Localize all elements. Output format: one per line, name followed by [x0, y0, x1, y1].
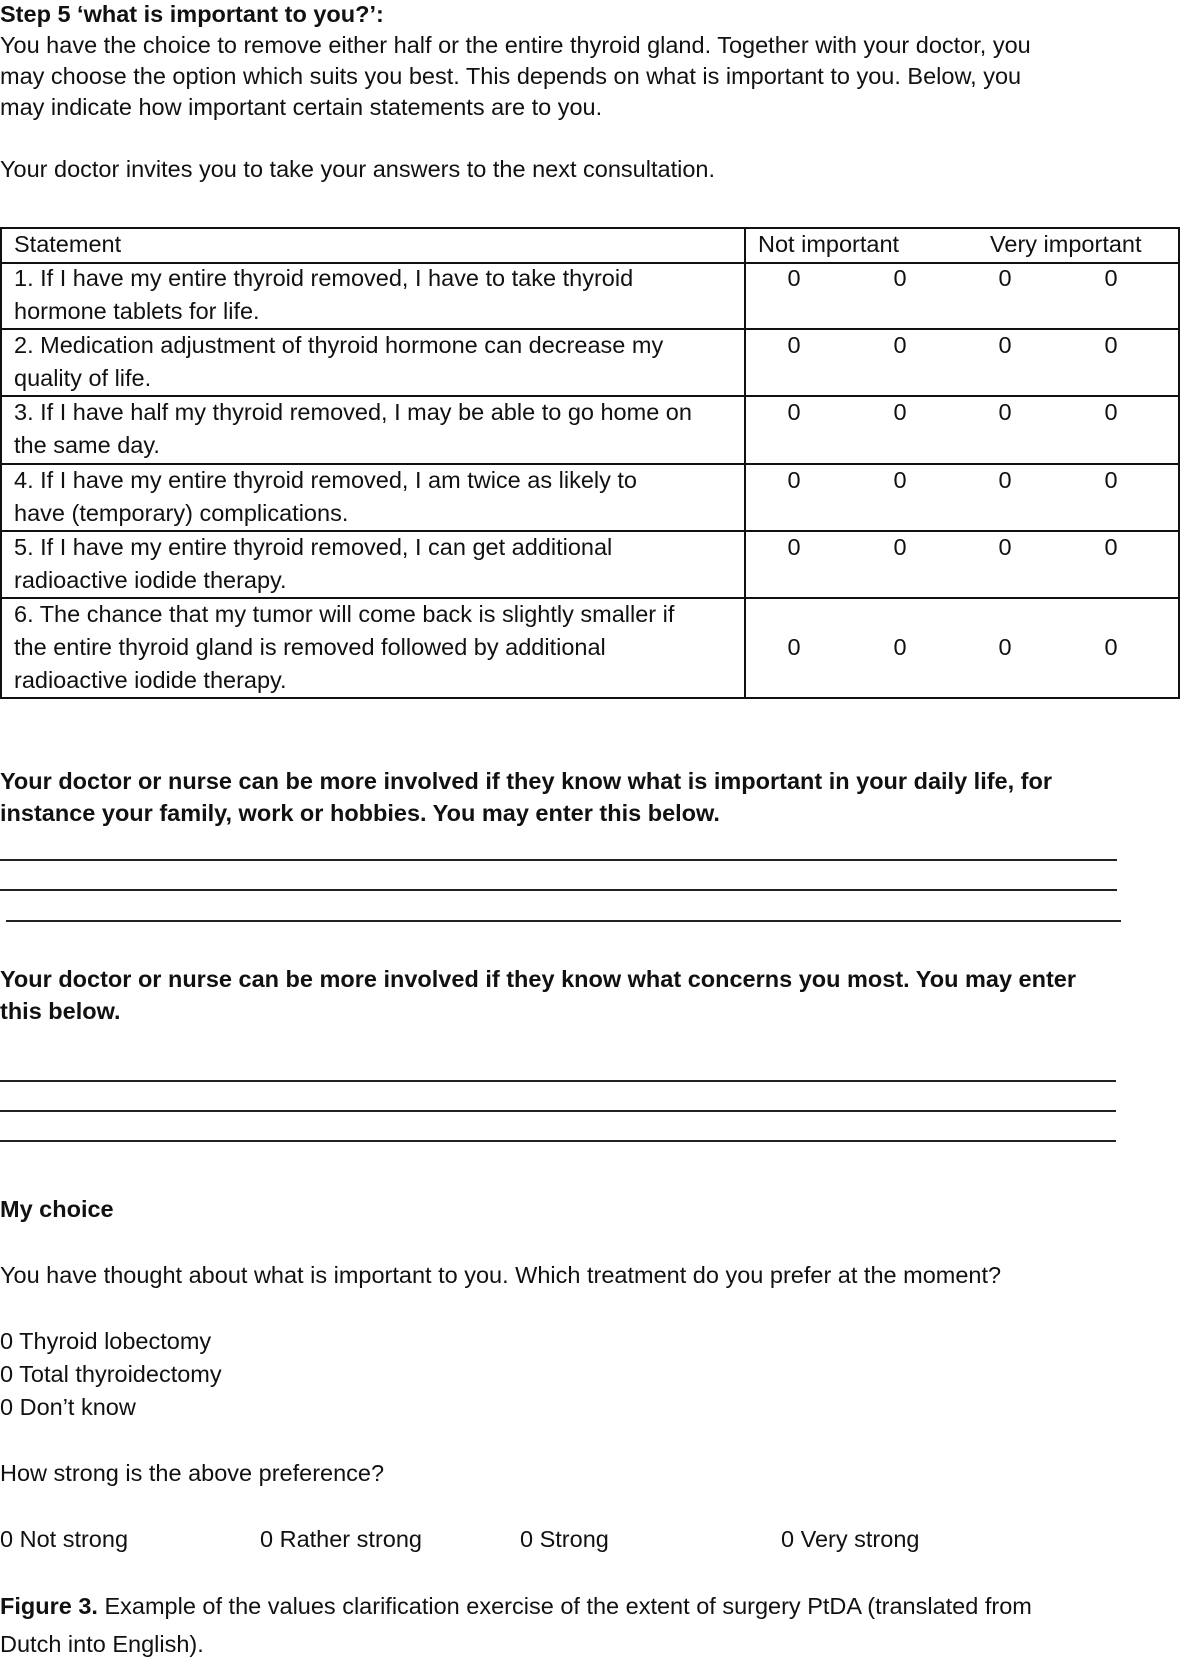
row-5-line-1: 5. If I have my entire thyroid removed, I can get additional: [14, 534, 613, 560]
row-3-option-2[interactable]: 0: [893, 399, 907, 425]
row-3-option-1[interactable]: 0: [787, 399, 801, 425]
row-3-line-2: the same day.: [14, 432, 160, 458]
row-3-option-4[interactable]: 0: [1104, 399, 1118, 425]
step-heading: Step 5 ‘what is important to you?’:: [0, 1, 384, 27]
intro-line-1: You have the choice to remove either half or the entire thyroid gland. Together with your doctor, you: [0, 32, 1031, 58]
row-1-line-2: hormone tablets for life.: [14, 298, 260, 324]
row-4-line-1: 4. If I have my entire thyroid removed, I am twice as likely to: [14, 467, 637, 493]
intro-line-3: may indicate how important certain statements are to you.: [0, 94, 603, 120]
row-5-line-2: radioactive iodide therapy.: [14, 567, 287, 593]
row-5-option-4[interactable]: 0: [1104, 534, 1118, 560]
figure-caption-text-1: Example of the values clarification exercise of the extent of surgery PtDA (translated from: [97, 1593, 1032, 1619]
daily-life-prompt-line-1: Your doctor or nurse can be more involved if they know what is important in your daily life, for: [0, 768, 1053, 794]
concerns-answer-line-1[interactable]: [0, 1080, 1116, 1082]
preference-option-strong[interactable]: 0 Strong: [520, 1526, 609, 1552]
figure-label: Figure 3.: [0, 1593, 98, 1619]
invite-text: Your doctor invites you to take your answers to the next consultation.: [0, 156, 715, 182]
row-6-option-3[interactable]: 0: [998, 634, 1012, 660]
header-statement: Statement: [14, 231, 122, 257]
row-4-option-1[interactable]: 0: [787, 467, 801, 493]
my-choice-heading: My choice: [0, 1196, 114, 1222]
preference-option-rather-strong[interactable]: 0 Rather strong: [260, 1526, 422, 1552]
row-2-option-3[interactable]: 0: [998, 332, 1012, 358]
choice-option-dont-know[interactable]: 0 Don’t know: [0, 1394, 136, 1420]
choice-option-thyroidectomy[interactable]: 0 Total thyroidectomy: [0, 1361, 222, 1387]
intro-line-2: may choose the option which suits you best. This depends on what is important to you. Below, you: [0, 63, 1022, 89]
row-6-option-1[interactable]: 0: [787, 634, 801, 660]
row-1-option-4[interactable]: 0: [1104, 265, 1118, 291]
row-6-line-1: 6. The chance that my tumor will come back is slightly smaller if: [14, 601, 675, 627]
header-very-important: Very important: [990, 231, 1142, 257]
row-2-option-4[interactable]: 0: [1104, 332, 1118, 358]
row-2-line-1: 2. Medication adjustment of thyroid hormone can decrease my: [14, 332, 664, 358]
row-4-option-3[interactable]: 0: [998, 467, 1012, 493]
row-1-option-1[interactable]: 0: [787, 265, 801, 291]
daily-life-answer-line-3[interactable]: [6, 920, 1121, 922]
daily-life-answer-line-2[interactable]: [0, 889, 1117, 891]
row-1-option-2[interactable]: 0: [893, 265, 907, 291]
row-1-line-1: 1. If I have my entire thyroid removed, I have to take thyroid: [14, 265, 634, 291]
row-6-line-3: radioactive iodide therapy.: [14, 667, 287, 693]
row-6-option-4[interactable]: 0: [1104, 634, 1118, 660]
row-2-option-2[interactable]: 0: [893, 332, 907, 358]
figure-caption: [0, 1590, 1032, 1623]
row-2-option-1[interactable]: 0: [787, 332, 801, 358]
row-4-line-2: have (temporary) complications.: [14, 500, 349, 526]
my-choice-question: You have thought about what is important to you. Which treatment do you prefer at the moment?: [0, 1262, 1002, 1288]
row-5-option-3[interactable]: 0: [998, 534, 1012, 560]
choice-option-lobectomy[interactable]: 0 Thyroid lobectomy: [0, 1328, 212, 1354]
concerns-prompt-line-2: this below.: [0, 998, 121, 1024]
row-2-line-2: quality of life.: [14, 365, 152, 391]
row-1-option-3[interactable]: 0: [998, 265, 1012, 291]
figure-caption-text-2: Dutch into English).: [0, 1631, 204, 1657]
row-5-option-2[interactable]: 0: [893, 534, 907, 560]
values-table: [0, 227, 1181, 699]
concerns-answer-line-3[interactable]: [0, 1140, 1116, 1142]
row-5-option-1[interactable]: 0: [787, 534, 801, 560]
daily-life-prompt-line-2: instance your family, work or hobbies. You may enter this below.: [0, 800, 720, 826]
daily-life-answer-line-1[interactable]: [0, 859, 1117, 861]
concerns-prompt-line-1: Your doctor or nurse can be more involved if they know what concerns you most. You may enter: [0, 966, 1077, 992]
row-6-line-2: the entire thyroid gland is removed followed by additional: [14, 634, 606, 660]
header-not-important: Not important: [758, 231, 900, 257]
preference-option-not-strong[interactable]: 0 Not strong: [0, 1526, 129, 1552]
row-4-option-4[interactable]: 0: [1104, 467, 1118, 493]
preference-question: How strong is the above preference?: [0, 1460, 385, 1486]
preference-option-very-strong[interactable]: 0 Very strong: [781, 1526, 920, 1552]
row-4-option-2[interactable]: 0: [893, 467, 907, 493]
row-3-option-3[interactable]: 0: [998, 399, 1012, 425]
concerns-answer-line-2[interactable]: [0, 1110, 1116, 1112]
row-3-line-1: 3. If I have half my thyroid removed, I may be able to go home on: [14, 399, 692, 425]
row-6-option-2[interactable]: 0: [893, 634, 907, 660]
